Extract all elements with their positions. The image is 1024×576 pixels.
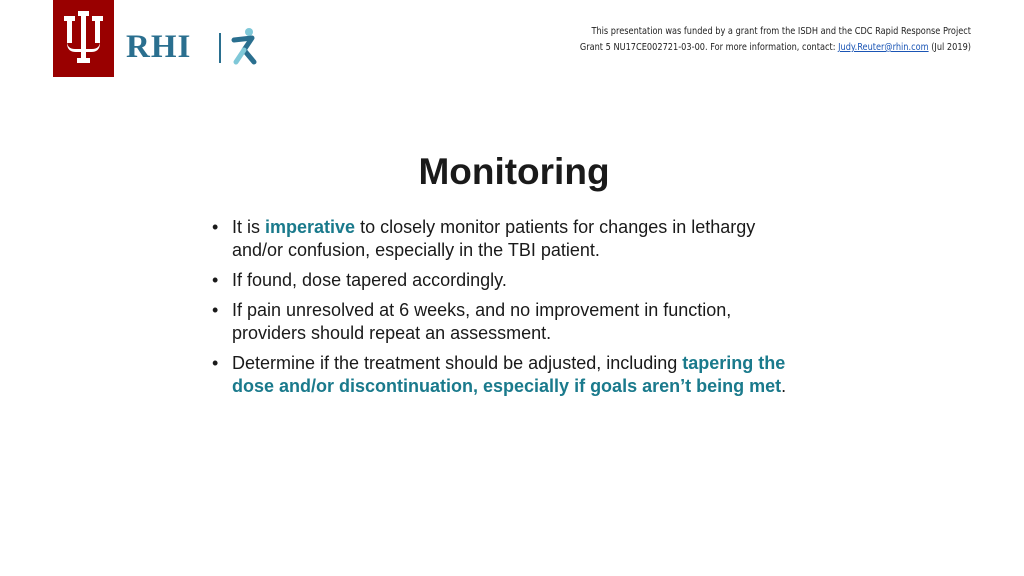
bullet-text: . bbox=[781, 376, 787, 396]
bullet-text: If found, dose tapered accordingly. bbox=[232, 270, 507, 290]
bullet-dot-icon: • bbox=[212, 353, 219, 373]
bullet-dot-icon: • bbox=[212, 217, 219, 237]
credit-line-1: This presentation was funded by a grant from the ISDH and the CDC Rapid Response Project bbox=[591, 26, 971, 37]
bullet-text: to closely monitor patients for changes in lethargy and/or confusion, especially in the TBI patient. bbox=[232, 217, 756, 260]
credit-line-2 bbox=[491, 40, 971, 56]
bullet-item bbox=[212, 269, 802, 292]
iu-trident-icon bbox=[53, 0, 114, 77]
bullet-dot-icon: • bbox=[212, 300, 219, 320]
bullet-item bbox=[212, 352, 802, 398]
logo-divider bbox=[219, 33, 221, 63]
runner-icon bbox=[228, 26, 262, 66]
contact-email-link[interactable]: Judy.Reuter@rhin.com bbox=[838, 42, 929, 53]
iu-logo-block bbox=[53, 0, 114, 77]
bullet-item bbox=[212, 299, 802, 345]
bullet-item bbox=[212, 216, 802, 262]
rhi-logo-text: RHI bbox=[126, 29, 192, 65]
bullet-text: Determine if the treatment should be adjusted, including bbox=[232, 353, 683, 373]
funding-credit bbox=[491, 24, 971, 56]
bullet-text: It is bbox=[232, 217, 266, 237]
bullet-highlight: imperative bbox=[265, 217, 356, 237]
bullet-dot-icon: • bbox=[212, 270, 219, 290]
bullet-list bbox=[212, 216, 802, 405]
bullet-text: If pain unresolved at 6 weeks, and no improvement in function, providers should repeat an assessment. bbox=[232, 300, 732, 343]
credit-line-2-prefix: Grant 5 NU17CE002721-03-00. For more information, contact: bbox=[579, 42, 839, 53]
bullet-highlight: tapering the dose and/or discontinuation, especially if goals aren’t being met bbox=[232, 353, 786, 396]
credit-line-2-suffix: (Jul 2019) bbox=[928, 42, 971, 53]
slide-title: Monitoring bbox=[418, 151, 610, 192]
